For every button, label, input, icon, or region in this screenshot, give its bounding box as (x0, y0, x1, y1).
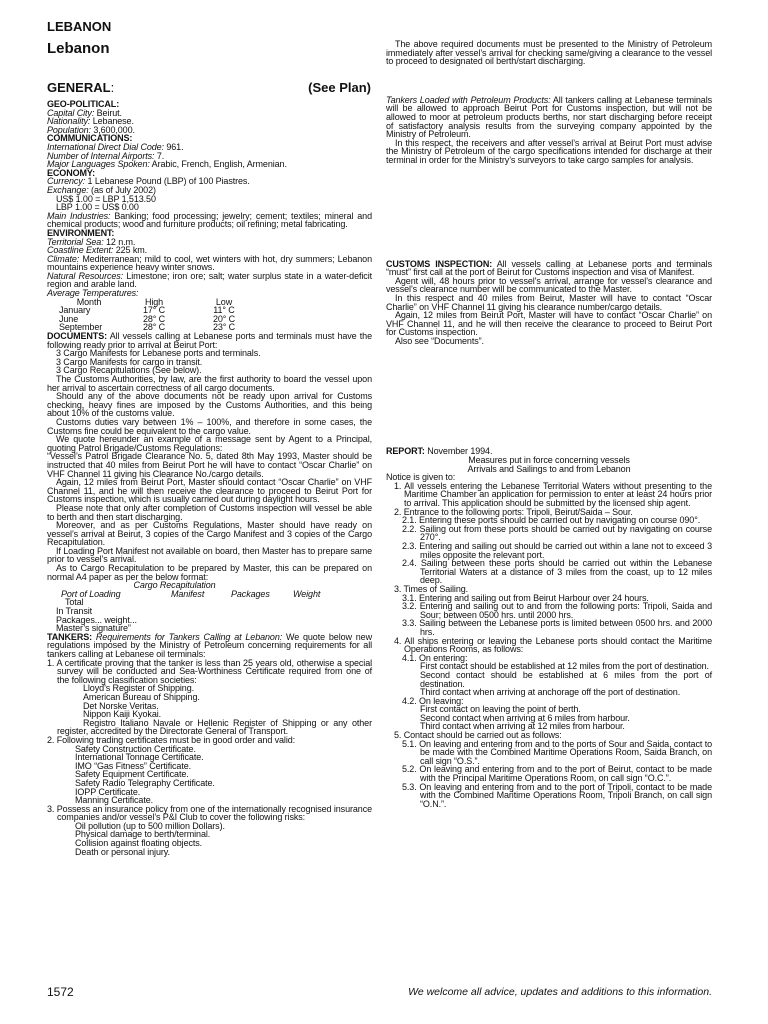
paragraph: If Loading Port Manifest not available on board, then Master has to prepare same prior to vessel’s arrival. (47, 545, 372, 565)
paragraph: In this respect and 40 miles from Beirut, Master will have to contact “Oscar Charlie” on VHF Channel 11 giving his clearance number/cargo details. (386, 292, 712, 312)
recap-line: In Transit (56, 606, 93, 617)
paragraph: Again, 12 miles from Beirut Port, Master should contact “Oscar Charlie” on VHF Channel 11, and he will then receive the clearance to proceed to Beirut Port for Customs inspection, which is usually carried out during daylight hours. (47, 477, 372, 505)
field-label: Coastline Extent: (47, 245, 114, 256)
paragraph: The above required documents must be presented to the Ministry of Petroleum immediately after vessel’s arrival for checking same/giving a clearance to the vessel to proceed to designated oil berth/start discharging. (386, 39, 712, 67)
table-cell: 11° C (213, 305, 235, 316)
list-subitem: Lloyd’s Register of Shipping. (83, 683, 195, 694)
footer-note: We welcome all advice, updates and additions to this information. (408, 986, 712, 998)
table-cell: January (59, 305, 91, 316)
subheading: Requirements for Tankers Calling at Lebanon: (92, 631, 283, 642)
see-plan-link[interactable]: (See Plan) (308, 80, 371, 95)
paragraph (47, 633, 372, 659)
list-subitem: 5.1. On leaving and entering from and to the ports of Sour and Saida, contact to be made with the Combined Maritime Operations Room, Saida Branch, on call sign “O.S.”. (402, 738, 712, 766)
list-detail: Second contact should be established at 6 miles from the port of destination. (420, 669, 712, 689)
paragraph: Please note that only after completion of Customs inspection will vessel be able to berth and then start discharging. (47, 502, 372, 522)
table-header: Month (76, 296, 102, 307)
list-subitem: 2.1. Entering these ports should be carried out by navigating on course 090°. (402, 515, 701, 526)
list-subitem: Registro Italiano Navale or Hellenic Register of Shipping or any other register, accredited by the Directorate General of Transport. (57, 717, 372, 737)
field-row (47, 255, 372, 272)
list-subitem: 5.2. On leaving and entering from and to the port of Beirut, contact to be made with the Principal Maritime Operations Room, on call sign “O.C.”. (402, 764, 712, 784)
table-cell: 20° C (212, 313, 236, 324)
general-label: GENERAL (47, 80, 111, 95)
list-item: 4. All ships entering or leaving the Lebanese ports should contact the Maritime Operations Rooms, as follows: (394, 635, 712, 655)
table-cell: September (59, 322, 103, 333)
recap-column: Weight (293, 588, 321, 599)
page-number: 1572 (47, 985, 74, 999)
list-subitem: 2.2. Sailing out from these ports should be carried out by navigating on course 270°. (402, 523, 712, 543)
field-label: Exchange: (47, 184, 89, 195)
list-subitem: Det Norske Veritas. (83, 700, 159, 711)
field-row (47, 160, 372, 169)
table-header: Low (215, 296, 233, 307)
table-cell: 28° C (142, 313, 166, 324)
left-column (47, 100, 372, 856)
list-item: 3 Cargo Recapitulations (See below). (56, 365, 202, 376)
list-subitem: Nippon Kaiji Kyokai. (83, 709, 162, 720)
exchange-rate: LBP 1.00 = US$ 0.00 (56, 202, 139, 213)
field-label: Nationality: (47, 116, 91, 127)
list-detail: Third contact when arriving at anchorage off the port of destination. (420, 687, 681, 698)
field-value: 3,600,000. (90, 124, 135, 135)
paragraph: Again, 12 miles from Beirut Port, Master will have to contact “Oscar Charlie” on VHF Channel 11, and he will then receive the clearance to proceed to Beirut Port for Customs inspection. (386, 310, 712, 338)
field-value: Lebanese. (90, 116, 134, 127)
field-value: 12 n.m. (103, 236, 136, 247)
field-value: 7. (154, 150, 165, 161)
section-heading: DOCUMENTS: (47, 331, 107, 342)
list-subitem: 4.2. On leaving: (402, 695, 464, 706)
paragraph-text: All vessels calling at Lebanese ports and terminals “must” first call at the port of Beirut for Customs inspection and visa of Manifest. (386, 258, 712, 278)
section-heading: REPORT: (386, 446, 425, 457)
recap-format (47, 590, 372, 599)
list-item: 1. A certificate proving that the tanker is less than 25 years old, otherwise a special survey will be conducted and Sea-Worthiness Certificate required from one of the following classification societies: (47, 657, 372, 685)
list-subitem: IMO “Gas Fitness” Certificate. (75, 760, 192, 771)
spacer (386, 345, 712, 447)
table-cell: 17° C (142, 305, 166, 316)
recap-column: Manifest (171, 588, 205, 599)
paragraph (386, 96, 712, 139)
section-heading: CUSTOMS INSPECTION: (386, 258, 493, 269)
paragraph: We quote hereunder an example of a message sent by Agent to a Principal, quoting Patrol Brigade/Customs Regulations: (47, 434, 372, 453)
paragraph-text: All vessels calling at Lebanese ports and terminals must have the following ready prior to arrival at Beirut Port: (47, 331, 372, 350)
recap-line: Total (65, 597, 84, 608)
list-item: 3 Cargo Manifests for Lebanese ports and terminals. (56, 348, 261, 359)
field-label: Average Temperatures: (47, 288, 139, 299)
recap-line: Master’s signature” (56, 623, 131, 634)
field-value: (as of July 2002) (88, 184, 156, 195)
field-value: 225 km. (113, 245, 148, 256)
list-subitem: Physical damage to berth/terminal. (75, 829, 211, 840)
general-heading (47, 80, 371, 95)
list-subitem: 5.3. On leaving and entering from and to the port of Tripoli, contact to be made with the Combined Maritime Operations Room, Tripoli Branch, on call sign “O.N.”. (402, 781, 712, 809)
list-item: 3 Cargo Manifests for cargo in transit. (56, 356, 203, 367)
recap-column: Port of Loading (61, 588, 121, 599)
field-value: Banking; food processing; jewelry; cement; textiles; mineral and chemical products; wood and furniture products; oil refining; metal fabricating. (47, 210, 372, 230)
list-subitem: Collision against floating objects. (75, 838, 203, 849)
list-subitem: Manning Certificate. (75, 795, 154, 806)
paragraph: As to Cargo Recapitulation to be prepared by Master, this can be prepared on normal A4 paper as per the below format: (47, 563, 372, 582)
list-detail: Second contact when arriving at 6 miles from harbour. (420, 712, 630, 723)
field-label: Main Industries: (47, 210, 111, 221)
table-cell: 28° C (142, 322, 166, 333)
list-item: 2. Following trading certificates must be in good order and valid: (47, 734, 296, 745)
list-subitem: Death or personal injury. (75, 846, 170, 857)
table-header: High (144, 296, 164, 307)
paragraph: Also see “Documents”. (395, 335, 484, 346)
section-heading: COMMUNICATIONS: (47, 133, 133, 144)
paragraph: Customs duties vary between 1% – 100%, and therefore in some cases, the Customs fine could be equivalent to the cargo value. (47, 416, 372, 436)
paragraph-text: All tankers calling at Lebanese terminals will be allowed to approach Beirut Port for Customs inspection, but will not be allowed to moor at petroleum products berths, nor start discharging before receipt of satisfactory analysis results from the surveying company appointed by the Ministry of Petroleum. (386, 94, 712, 140)
list-subitem: Safety Equipment Certificate. (75, 769, 189, 780)
list-subitem: Safety Construction Certificate. (75, 743, 196, 754)
section-heading: TANKERS: (47, 631, 93, 642)
list-subitem: 4.1. On entering: (402, 652, 468, 663)
table-cell: June (59, 313, 79, 324)
field-label: Climate: (47, 253, 80, 264)
list-subitem: Safety Radio Telegraphy Certificate. (75, 777, 215, 788)
list-subitem: International Tonnage Certificate. (75, 752, 204, 763)
paragraph-text: November 1994. (424, 446, 493, 457)
field-label: Capital City: (47, 107, 95, 118)
paragraph: Notice is given to: (386, 472, 456, 483)
list-subitem: 3.3. Sailing between the Lebanese ports is limited between 0500 hrs. and 2000 hrs. (402, 618, 712, 637)
field-value: Limestone; iron ore; salt; water surplus state in a water-deficit region and arable land. (47, 270, 372, 290)
spacer (386, 165, 712, 260)
temperature-table (47, 298, 372, 332)
field-label: Number of Internal Airports: (47, 150, 155, 161)
paragraph: Agent will, 48 hours prior to vessel’s arrival, arrange for vessel’s clearance and vessel’s clearance number will be communicated to the Master. (386, 275, 712, 295)
list-item: 3. Times of Sailing. (394, 583, 469, 594)
paragraph: Moreover, and as per Customs Regulations, Master should have ready on vessel’s arrival at Beirut, 3 copies of the Cargo Manifest and 3 copies of the Cargo Recapitulation. (47, 520, 372, 548)
paragraph: The Customs Authorities, by law, are the first authority to board the vessel upon her arrival to ascertain correctness of all cargo documents. (47, 374, 372, 393)
list-item: 3. Possess an insurance policy from one of the internationally recognised insurance companies and/or vessel’s P&I Club to cover the following risks: (47, 803, 372, 823)
list-subitem: 2.4. Sailing between these ports should be carried out within the Lebanese Territorial Waters at a distance of 3 miles from the coast, up to 12 miles deep. (402, 558, 712, 586)
report-title: Arrivals and Sailings to and from Lebanon (467, 463, 631, 474)
paragraph (386, 260, 712, 277)
list-detail: First contact on leaving the point of berth. (420, 704, 581, 715)
field-value: Mediterranean; mild to cool, wet winters with hot, dry summers; Lebanon mountains experience heavy winter snows. (47, 253, 372, 273)
recap-line: Packages... weight... (56, 614, 137, 625)
table-cell: 23° C (212, 322, 236, 333)
field-value: 1 Lebanese Pound (LBP) of 100 Piastres. (85, 176, 250, 187)
list-subitem: Oil pollution (up to 500 million Dollars). (75, 820, 225, 831)
subheading: Tankers Loaded with Petroleum Products: (386, 94, 551, 105)
list-item: 1. All vessels entering the Lebanese Territorial Waters without presenting to the Maritime Chamber an application for permission to enter at least 24 hours prior to arrival. This application should be submitted by the licensed ship agent. (394, 480, 712, 509)
field-value: 961. (163, 141, 184, 152)
field-label: Territorial Sea: (47, 236, 104, 247)
field-label: International Direct Dial Code: (47, 141, 164, 152)
field-value: Beirut. (94, 107, 122, 118)
field-label: Currency: (47, 176, 86, 187)
field-label: Major Languages Spoken: (47, 159, 150, 170)
running-header: LEBANON (47, 19, 112, 34)
recap-column: Packages (231, 588, 270, 599)
country-title: Lebanon (47, 40, 110, 57)
exchange-rate: US$ 1.00 = LBP 1,513.50 (56, 193, 156, 204)
section-heading: ECONOMY: (47, 167, 96, 178)
list-subitem: 2.3. Entering and sailing out should be carried out within a lane not to exceed 3 miles opposite the relevant port. (402, 541, 712, 560)
spacer (386, 66, 712, 96)
list-detail: Third contact when arriving at 12 miles from harbour. (420, 721, 625, 732)
right-column (386, 40, 712, 808)
paragraph: “Vessel’s Patrol Brigade Clearance No. 5, dated 8th May 1993, Master should be instructed that 40 miles from Beirut Port he will have to contact “Oscar Charlie” on VHF Channel 11 giving his Clearance No./cargo details. (47, 451, 372, 479)
section-heading: GEO-POLITICAL: (47, 99, 120, 109)
recap-title: Cargo Recapitulation (133, 580, 216, 591)
list-item: 2. Entrance to the following ports: Tripoli, Beirut/Saida – Sour. (394, 506, 633, 517)
report-title: Measures put in force concerning vessels (468, 455, 630, 466)
section-heading: ENVIRONMENT: (47, 227, 115, 238)
field-row (47, 272, 372, 289)
paragraph: Should any of the above documents not be ready upon arrival for Customs checking, heavy fines are imposed by the Customs Authorities, and this being about 10% of the customs value. (47, 391, 372, 419)
paragraph-text: We quote below new regulations imposed by the Ministry of Petroleum concerning requirements for all tankers calling at Lebanese oil terminals: (47, 631, 372, 659)
field-label: Population: (47, 124, 91, 135)
paragraph: In this respect, the receivers and after vessel’s arrival at Beirut Port must advise the Ministry of Petroleum of the cargo specifications intended for discharge at their terminal in order for the Ministry’s surveyors to take cargo samples for analysis. (386, 137, 712, 165)
general-colon: : (110, 80, 115, 95)
list-detail: First contact should be established at 12 miles from the port of destination. (420, 661, 709, 672)
field-row (47, 212, 372, 229)
list-subitem: 3.1. Entering and sailing out from Beirut Harbour over 24 hours. (402, 592, 649, 603)
list-subitem: IOPP Certificate. (75, 786, 141, 797)
list-subitem: American Bureau of Shipping. (83, 691, 200, 702)
field-value: Arabic, French, English, Armenian. (149, 159, 287, 170)
list-item: 5. Contact should be carried out as follows: (394, 730, 562, 741)
field-label: Natural Resources: (47, 270, 124, 281)
paragraph (47, 332, 372, 349)
list-subitem: 3.2. Entering and sailing out to and from the following ports: Tripoli, Saida and Sour; between 0500 hrs. until 2000 hrs. (402, 601, 712, 620)
